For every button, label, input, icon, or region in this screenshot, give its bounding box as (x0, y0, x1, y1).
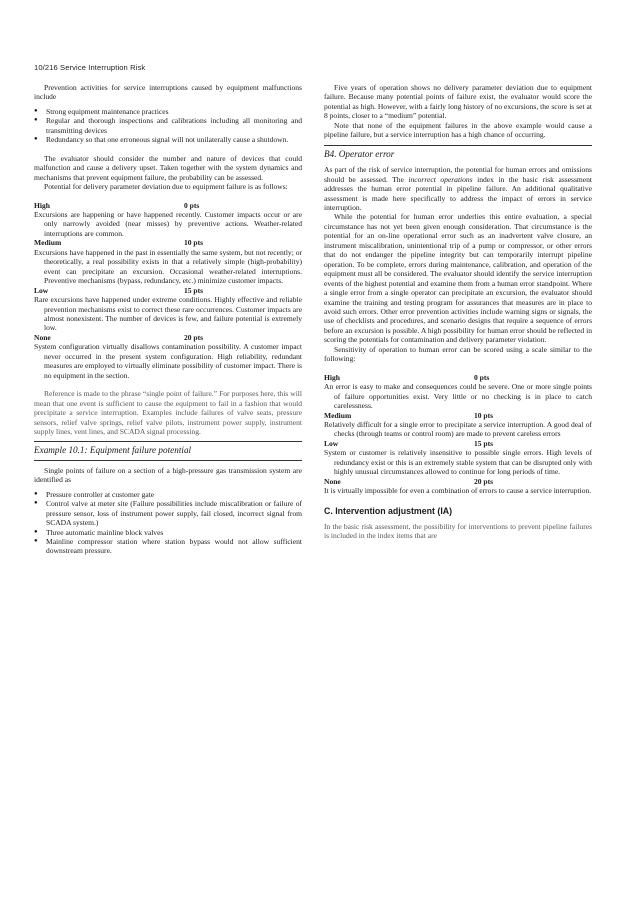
level-medium (324, 411, 592, 439)
failure-points-list (34, 490, 302, 556)
level-description: Excursions have happened in the past in essentially the same system, but not recently; or theoretically, a real possibility exists in that a relatively simple (high-probability) event can precipitate an excursion. Occasional weather-related interruptions. Preventive mechanisms (bypass, redundancy, etc.) minimize customer impacts. (34, 247, 302, 286)
left-column (34, 83, 302, 556)
level-medium (34, 238, 302, 285)
list-item: ● Strong equipment maintenance practices (34, 107, 302, 116)
list-item: ● Pressure controller at customer gate (34, 490, 302, 499)
body-paragraph: Sensitivity of operation to human error can be scored using a scale similar to the following: (324, 344, 592, 364)
level-name: High (324, 372, 340, 382)
section-heading-b4: B4. Operator error (324, 148, 395, 159)
section-heading-c: C. Intervention adjustment (IA) (324, 505, 453, 516)
level-high (324, 373, 592, 411)
level-points: 15 pts (474, 438, 494, 448)
divider (34, 441, 302, 442)
level-description: System configuration virtually disallows contamination possibility. A customer impact never occurred in the present system configuration. High reliability, redundant measures are employed to virtually eliminate possibility of customer impact. There is no equipment in the section. (34, 342, 302, 380)
list-item: ● Redundancy so that one erroneous signal will not unilaterally cause a shutdown. (34, 135, 302, 144)
emphasis-term: incorrect operations (408, 174, 473, 184)
level-points: 10 pts (184, 238, 204, 248)
prevention-list (34, 107, 302, 145)
level-name: None (34, 332, 51, 342)
example-title: Example 10.1: Equipment failure potential (34, 445, 192, 456)
level-high (34, 201, 302, 239)
body-paragraph: While the potential for human error underlies this entire evaluation, a special circumstance has not yet been given enough consideration. That circumstance is the potential for an on-line operational error such as an inadvertent valve closure, an instrument miscalibration, unintentional trip of a pump or compressor, or other errors that do not endanger the pipeline integrity but can temporarily interrupt pipeline operation. To be complete, errors during maintenance, calibration, and operation of the equipment must all be considered. The evaluator should identify the service interruption events of the highest potential and examine them from a human error standpoint. Where a single error from a single operator can precipitate an excursion, the evaluator should examine the training and testing program for assurances that measures are in place to avoid such errors. Other error prevention activities include warning signs or signals, the use of checklists and procedures, and scenario designs that require a sequence of errors before an excursion is possible. A high possibility for human error should be reflected in scoring the potentials for contamination and delivery parameter violation. (324, 212, 592, 345)
body-paragraph: As part of the risk of service interruption, the potential for human errors and omissions should be assessed. The incorrect operations index in the basic risk assessment addresses the human error potential in pipeline failure. An additional qualitative assessment is made here specifically to address the impact of errors in service interruption. (324, 165, 593, 212)
list-item: ● Mainline compressor station where station bypass would not allow sufficient downstream pressure. (34, 537, 302, 556)
level-description: Excursions are happening or have happened recently. Customer impacts occur or are only narrowly avoided (near misses) by preventive actions. Weather-related interruptions are common. (34, 209, 302, 238)
level-points: 20 pts (474, 476, 494, 486)
body-paragraph: In the basic risk assessment, the possibility for interventions to prevent pipeline failures is included in the index items that are (324, 522, 592, 541)
level-name: Medium (34, 238, 62, 248)
list-item: ● Control valve at meter site (Failure possibilities include miscalibration or failure of pressure sensor, loss of instrument power supply, fail closed, incorrect signal from SCADA system.) (34, 499, 302, 527)
level-points: 0 pts (474, 372, 490, 382)
level-description: An error is easy to make and consequences could be severe. One or more single points of failure opportunities exist. Very little or no checking is in place to catch carelessness. (324, 382, 592, 411)
level-name: High (34, 200, 50, 210)
level-description: It is virtually impossible for even a combination of errors to cause a service interruption. (324, 486, 592, 496)
level-name: None (324, 476, 341, 486)
intro-paragraph: Prevention activities for service interruptions caused by equipment malfunctions include (34, 83, 302, 102)
body-paragraph: The evaluator should consider the number and nature of devices that could malfunction and cause a delivery upset. Taken together with the system dynamics and mechanisms that prevent equipment failure, the probability can be assessed. (34, 153, 302, 182)
level-points: 10 pts (474, 410, 494, 420)
body-paragraph: Five years of operation shows no delivery parameter deviation due to equipment failure. Because many potential points of failure exist, the evaluator would score the potential as high. However, with a fairly long history of no excursions, the score is set at 8 points, closer to a “medium” potential. (324, 83, 592, 121)
level-points: 15 pts (184, 285, 204, 295)
level-description: Relatively difficult for a single error to precipitate a service interruption. A good deal of checks (through teams or control room) are made to prevent careless errors (324, 419, 592, 439)
level-low (324, 439, 592, 477)
level-name: Medium (324, 410, 352, 420)
divider (324, 145, 592, 146)
level-low (34, 286, 302, 333)
level-points: 20 pts (184, 332, 204, 342)
list-item: ● Three automatic mainline block valves (34, 528, 302, 537)
list-item: ● Regular and thorough inspections and calibrations including all monitoring and transmitting devices (34, 116, 302, 135)
level-description: System or customer is relatively insensitive to possible single errors. High levels of redundancy exist or this is an extremely stable system that can be disrupted only with highly unusual circumstances allowed to continue for long periods of time. (324, 448, 592, 477)
body-paragraph: Potential for delivery parameter deviation due to equipment failure is as follows: (44, 182, 288, 192)
level-description: Rare excursions have happened under extreme conditions. Highly effective and reliable prevention mechanisms exist to correct these rare occurrences. Customer impacts are almost nonexistent. The number of devices is few, and failure potential is extremely low. (34, 295, 302, 333)
example-intro: Single points of failure on a section of a high-pressure gas transmission system are identified as (34, 465, 302, 485)
level-points: 0 pts (184, 200, 200, 210)
level-none (324, 477, 592, 496)
level-name: Low (34, 285, 49, 295)
running-head: 10/216 Service Interruption Risk (34, 63, 146, 72)
body-paragraph: Note that none of the equipment failures in the above example would cause a pipeline failure, but a service interruption has a high chance of occurring. (324, 120, 592, 140)
right-column (324, 83, 592, 541)
level-name: Low (324, 438, 339, 448)
level-none (34, 333, 302, 380)
single-point-note: Reference is made to the phrase “single point of failure.” For purposes here, this will mean that one event is sufficient to cause the equipment to fail in a fashion that would precipitate a service interruption. Examples include failures of valve seats, pressure sensors, relief valve springs, relief valve pilots, instrument power supply, instrument supply lines, vent lines, and SCADA signal processing. (34, 389, 302, 436)
